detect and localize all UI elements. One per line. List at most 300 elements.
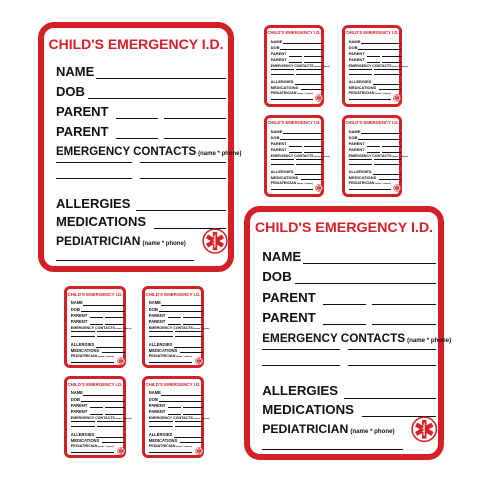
allergies-label — [71, 432, 95, 437]
card-small-2 — [342, 25, 408, 107]
pediatrician-line — [271, 99, 313, 100]
parent-label-2 — [71, 319, 88, 324]
name-line — [83, 395, 124, 396]
dob-line — [295, 283, 436, 284]
name-label-text: NAME — [148, 300, 161, 306]
parent-line-1b — [183, 317, 203, 318]
emergency-line-1a — [71, 421, 95, 422]
star-of-life-icon — [393, 89, 401, 107]
parent-line-2b — [164, 138, 226, 139]
emergency-line-2b — [97, 426, 124, 427]
emergency-line-2a — [71, 426, 95, 427]
emergency-note: (name * phone) — [314, 156, 330, 159]
parent-label-2 — [271, 147, 287, 152]
emergency-line-1b — [97, 421, 124, 422]
pediatrician-label — [349, 91, 391, 95]
parent-line-1a — [289, 56, 302, 57]
emergency-line-2a — [149, 426, 173, 427]
pediatrician-note: (name * phone) — [142, 241, 186, 247]
parent-line-1b — [164, 118, 226, 119]
name-label — [71, 300, 83, 305]
parent-line-1b — [183, 407, 203, 408]
parent-label-1-text: PARENT — [70, 403, 88, 409]
pediatrician-label-text: PEDIATRICIAN — [348, 181, 375, 186]
allergies-line — [373, 84, 401, 85]
parent-line-2a — [323, 324, 366, 325]
card-large-top-left — [38, 22, 242, 272]
emergency-line-2b — [97, 336, 124, 337]
emergency-label-text: EMERGENCY CONTACTS — [270, 64, 314, 69]
parent-line-1a — [168, 407, 181, 408]
parent-label-1-text: PARENT — [148, 313, 166, 319]
pediatrician-note: (name * phone) — [98, 356, 114, 359]
card-title: CHILD'S EMERGENCY I.D. — [345, 30, 399, 36]
parent-line-1b — [304, 56, 323, 57]
parent-line-1b — [304, 146, 323, 147]
parent-line-2b — [183, 324, 203, 325]
card-small-4 — [342, 115, 408, 197]
medications-label — [271, 85, 299, 90]
name-line — [83, 305, 124, 306]
emergency-line-1a — [71, 331, 95, 332]
card-small-5 — [64, 286, 132, 368]
parent-label-1-text: PARENT — [270, 141, 287, 147]
name-label — [349, 129, 361, 134]
pediatrician-label — [271, 91, 313, 95]
name-label — [149, 300, 161, 305]
emergency-label-text: EMERGENCY CONTACTS — [70, 326, 115, 331]
dob-line — [159, 401, 203, 402]
emergency-label — [271, 64, 330, 68]
parent-line-2a — [289, 62, 302, 63]
pediatrician-label-text: PEDIATRICIAN — [262, 422, 349, 437]
emergency-line-1b — [97, 331, 124, 332]
medications-label — [262, 402, 354, 417]
medications-label-text: MEDICATIONS — [262, 401, 355, 417]
allergies-label — [149, 342, 173, 347]
medications-label-text: MEDICATIONS — [348, 84, 377, 90]
name-label — [262, 249, 301, 264]
parent-label-1 — [71, 403, 88, 408]
star-of-life-icon — [195, 352, 203, 370]
parent-label-2 — [349, 147, 365, 152]
name-label — [271, 129, 283, 134]
pediatrician-label — [262, 422, 394, 436]
emergency-line-2b — [175, 336, 202, 337]
medications-label-text: MEDICATIONS — [270, 84, 299, 90]
parent-label-2-text: PARENT — [70, 409, 88, 415]
medications-label — [149, 438, 177, 443]
parent-line-2a — [116, 138, 158, 139]
emergency-line-1b — [140, 162, 226, 163]
allergies-line — [174, 347, 202, 348]
emergency-label — [71, 416, 132, 420]
parent-label-2 — [262, 310, 316, 325]
emergency-line-2a — [71, 336, 95, 337]
emergency-line-2b — [374, 164, 400, 165]
star-of-life-icon — [117, 352, 125, 370]
medications-label-text: MEDICATIONS — [56, 214, 147, 229]
parent-label-1 — [262, 290, 316, 305]
parent-line-1b — [382, 56, 401, 57]
emergency-line-2a — [271, 164, 294, 165]
parent-label-2 — [71, 409, 88, 414]
dob-label — [71, 307, 80, 312]
parent-label-2-text: PARENT — [270, 57, 287, 63]
name-line — [361, 43, 401, 44]
parent-label-1-text: PARENT — [70, 313, 88, 319]
emergency-line-1b — [374, 69, 400, 70]
emergency-line-1a — [149, 331, 173, 332]
name-label-text: NAME — [270, 39, 283, 45]
medications-label — [271, 175, 299, 180]
card-title: CHILD'S EMERGENCY I.D. — [67, 381, 123, 387]
dob-label — [71, 397, 80, 402]
pediatrician-line — [149, 452, 193, 453]
parent-label-2 — [349, 57, 365, 62]
emergency-label — [262, 332, 451, 345]
emergency-line-1b — [296, 159, 322, 160]
allergies-label-text: ALLERGIES — [348, 169, 372, 175]
pediatrician-line — [349, 189, 391, 190]
parent-label-1-text: PARENT — [348, 141, 365, 147]
dob-label — [349, 45, 358, 50]
card-title: CHILD'S EMERGENCY I.D. — [267, 120, 321, 126]
pediatrician-label-text: PEDIATRICIAN — [148, 444, 176, 449]
emergency-line-2b — [175, 426, 202, 427]
card-title: CHILD'S EMERGENCY I.D. — [345, 120, 399, 126]
dob-label-text: DOB — [262, 269, 292, 285]
parent-label-1 — [271, 141, 287, 146]
emergency-line-2a — [271, 74, 294, 75]
emergency-note: (name * phone) — [392, 66, 408, 69]
card-small-1 — [264, 25, 330, 107]
emergency-line-2b — [348, 365, 436, 366]
emergency-line-2b — [296, 74, 322, 75]
pediatrician-label-text: PEDIATRICIAN — [270, 181, 297, 186]
pediatrician-label — [271, 181, 313, 185]
dob-label-text: DOB — [348, 45, 358, 51]
emergency-label — [149, 416, 210, 420]
emergency-note: (name * phone) — [115, 328, 132, 331]
medications-label — [56, 214, 146, 229]
emergency-label-text: EMERGENCY CONTACTS — [56, 146, 197, 158]
name-line — [303, 263, 436, 264]
emergency-line-2b — [296, 164, 322, 165]
pediatrician-line — [271, 189, 313, 190]
pediatrician-label — [149, 444, 192, 448]
dob-label-text: DOB — [270, 45, 280, 51]
star-of-life-icon — [315, 89, 323, 107]
emergency-label-text: EMERGENCY CONTACTS — [148, 326, 193, 331]
pediatrician-note: (name * phone) — [375, 183, 391, 186]
name-line — [361, 133, 401, 134]
allergies-line — [136, 210, 226, 211]
parent-label-1-text: PARENT — [348, 51, 365, 57]
dob-line — [81, 311, 125, 312]
dob-label-text: DOB — [148, 306, 158, 312]
emergency-line-2a — [262, 365, 340, 366]
parent-line-2a — [168, 324, 181, 325]
card-title: CHILD'S EMERGENCY I.D. — [254, 220, 434, 237]
parent-label-2 — [149, 319, 166, 324]
allergies-line — [96, 437, 124, 438]
emergency-label-text: EMERGENCY CONTACTS — [148, 416, 193, 421]
allergies-line — [96, 347, 124, 348]
parent-line-2a — [367, 62, 380, 63]
emergency-note: (name * phone) — [198, 151, 242, 157]
parent-line-1b — [105, 317, 125, 318]
emergency-line-1b — [374, 159, 400, 160]
medications-label-text: MEDICATIONS — [148, 437, 178, 443]
medications-label — [349, 175, 377, 180]
dob-label-text: DOB — [348, 135, 358, 141]
parent-line-2a — [90, 324, 103, 325]
parent-label-2-text: PARENT — [148, 319, 166, 325]
star-of-life-icon — [393, 179, 401, 197]
dob-label — [271, 135, 280, 140]
dob-line — [159, 311, 203, 312]
parent-label-2-text: PARENT — [348, 57, 365, 63]
name-label-text: NAME — [70, 300, 83, 306]
pediatrician-line — [71, 452, 115, 453]
allergies-label-text: ALLERGIES — [270, 169, 294, 175]
emergency-note: (name * phone) — [115, 418, 132, 421]
parent-label-1 — [349, 51, 365, 56]
name-line — [283, 43, 323, 44]
parent-label-1-text: PARENT — [148, 403, 166, 409]
pediatrician-label — [71, 354, 114, 358]
parent-line-1a — [168, 317, 181, 318]
dob-label-text: DOB — [70, 396, 80, 402]
name-label-text: NAME — [270, 129, 283, 135]
allergies-label-text: ALLERGIES — [270, 79, 294, 85]
pediatrician-label-text: PEDIATRICIAN — [270, 91, 297, 96]
pediatrician-note: (name * phone) — [350, 428, 395, 436]
star-of-life-icon — [117, 442, 125, 460]
allergies-label — [349, 79, 372, 84]
name-label-text: NAME — [56, 64, 95, 79]
name-label-text: NAME — [70, 390, 83, 396]
parent-line-2b — [105, 324, 125, 325]
dob-line — [88, 98, 226, 99]
emergency-line-1a — [56, 162, 132, 163]
name-label-text: NAME — [148, 390, 161, 396]
name-label — [349, 39, 361, 44]
allergies-line — [295, 84, 323, 85]
parent-line-2b — [304, 152, 323, 153]
dob-label — [149, 397, 158, 402]
emergency-label-text: EMERGENCY CONTACTS — [270, 154, 314, 159]
allergies-label — [271, 79, 294, 84]
parent-line-2b — [183, 414, 203, 415]
medications-label-text: MEDICATIONS — [70, 437, 100, 443]
emergency-label-text: EMERGENCY CONTACTS — [348, 64, 392, 69]
emergency-line-1a — [271, 159, 294, 160]
name-line — [96, 78, 226, 79]
parent-label-1-text: PARENT — [270, 51, 287, 57]
card-small-8 — [142, 376, 210, 458]
pediatrician-note: (name * phone) — [98, 446, 114, 449]
emergency-label-text: EMERGENCY CONTACTS — [262, 332, 406, 346]
parent-label-2-text: PARENT — [70, 319, 88, 325]
allergies-label-text: ALLERGIES — [348, 79, 372, 85]
parent-line-1b — [105, 407, 125, 408]
card-small-3 — [264, 115, 330, 197]
star-of-life-icon — [315, 179, 323, 197]
emergency-line-1a — [149, 421, 173, 422]
allergies-label — [271, 169, 294, 174]
parent-label-2 — [271, 57, 287, 62]
pediatrician-label — [56, 234, 186, 248]
parent-line-2b — [382, 152, 401, 153]
emergency-label-text: EMERGENCY CONTACTS — [348, 154, 392, 159]
card-title: CHILD'S EMERGENCY I.D. — [267, 30, 321, 36]
card-title: CHILD'S EMERGENCY I.D. — [145, 381, 201, 387]
dob-label — [262, 269, 291, 284]
parent-line-1a — [116, 118, 158, 119]
card-small-6 — [142, 286, 210, 368]
emergency-line-2a — [149, 336, 173, 337]
parent-label-2-text: PARENT — [56, 124, 109, 139]
pediatrician-label — [71, 444, 114, 448]
parent-line-1a — [367, 56, 380, 57]
emergency-line-2a — [56, 178, 132, 179]
emergency-label — [71, 326, 132, 330]
name-line — [283, 133, 323, 134]
emergency-label — [271, 154, 330, 158]
parent-label-2-text: PARENT — [262, 309, 316, 325]
card-title: CHILD'S EMERGENCY I.D. — [48, 36, 224, 52]
pediatrician-note: (name * phone) — [297, 93, 313, 96]
emergency-note: (name * phone) — [314, 66, 330, 69]
emergency-line-1b — [175, 421, 202, 422]
pediatrician-label — [349, 181, 391, 185]
medications-label-text: MEDICATIONS — [70, 347, 100, 353]
medications-label — [149, 348, 177, 353]
emergency-label-text: EMERGENCY CONTACTS — [70, 416, 115, 421]
parent-line-2a — [289, 152, 302, 153]
emergency-note: (name * phone) — [193, 418, 210, 421]
parent-line-1b — [372, 304, 435, 305]
allergies-label-text: ALLERGIES — [148, 432, 173, 438]
parent-line-1a — [323, 304, 366, 305]
dob-label — [56, 84, 85, 99]
pediatrician-line — [56, 260, 194, 261]
emergency-line-1a — [349, 159, 372, 160]
emergency-note: (name * phone) — [407, 337, 452, 345]
dob-label-text: DOB — [70, 306, 80, 312]
allergies-label — [56, 196, 130, 211]
allergies-line — [344, 398, 436, 399]
name-label — [71, 390, 83, 395]
allergies-label-text: ALLERGIES — [262, 383, 339, 399]
pediatrician-label-text: PEDIATRICIAN — [70, 354, 98, 359]
emergency-label — [349, 64, 408, 68]
pediatrician-note: (name * phone) — [375, 93, 391, 96]
pediatrician-note: (name * phone) — [176, 446, 192, 449]
pediatrician-label-text: PEDIATRICIAN — [70, 444, 98, 449]
medications-label — [71, 348, 99, 353]
parent-line-2b — [382, 62, 401, 63]
medications-label-text: MEDICATIONS — [348, 174, 377, 180]
pediatrician-line — [262, 449, 403, 450]
parent-line-2b — [304, 62, 323, 63]
pediatrician-label-text: PEDIATRICIAN — [348, 91, 375, 96]
parent-label-2-text: PARENT — [270, 147, 287, 153]
medications-label-text: MEDICATIONS — [270, 174, 299, 180]
parent-line-2a — [168, 414, 181, 415]
allergies-label — [71, 342, 95, 347]
dob-line — [81, 401, 125, 402]
medications-label — [349, 85, 377, 90]
parent-line-1a — [90, 317, 103, 318]
emergency-note: (name * phone) — [193, 328, 210, 331]
emergency-line-2b — [140, 178, 226, 179]
parent-label-2-text: PARENT — [148, 409, 166, 415]
pediatrician-note: (name * phone) — [176, 356, 192, 359]
emergency-line-2a — [349, 164, 372, 165]
dob-label — [271, 45, 280, 50]
allergies-label-text: ALLERGIES — [70, 432, 95, 438]
dob-label-text: DOB — [270, 135, 280, 141]
emergency-note: (name * phone) — [392, 156, 408, 159]
parent-label-1 — [149, 313, 166, 318]
parent-label-1 — [71, 313, 88, 318]
allergies-label-text: ALLERGIES — [148, 342, 173, 348]
allergies-label — [262, 383, 338, 398]
parent-label-2 — [149, 409, 166, 414]
card-small-7 — [64, 376, 132, 458]
star-of-life-icon — [195, 442, 203, 460]
name-label — [149, 390, 161, 395]
parent-label-2 — [56, 124, 108, 139]
emergency-line-1a — [349, 69, 372, 70]
dob-label — [349, 135, 358, 140]
dob-label — [149, 307, 158, 312]
emergency-line-2a — [349, 74, 372, 75]
pediatrician-line — [349, 99, 391, 100]
parent-label-1 — [271, 51, 287, 56]
card-title: CHILD'S EMERGENCY I.D. — [145, 291, 201, 297]
allergies-label — [149, 432, 173, 437]
pediatrician-label — [149, 354, 192, 358]
parent-label-1 — [149, 403, 166, 408]
dob-label-text: DOB — [148, 396, 158, 402]
name-line — [161, 395, 202, 396]
card-large-bottom-right — [244, 206, 452, 460]
pediatrician-line — [149, 362, 193, 363]
allergies-label-text: ALLERGIES — [70, 342, 95, 348]
pediatrician-label-text: PEDIATRICIAN — [56, 234, 141, 248]
parent-label-1 — [349, 141, 365, 146]
medications-label-text: MEDICATIONS — [148, 347, 178, 353]
allergies-label-text: ALLERGIES — [56, 196, 131, 211]
allergies-line — [295, 174, 323, 175]
emergency-label — [56, 146, 241, 158]
parent-line-2b — [372, 324, 435, 325]
parent-label-1-text: PARENT — [262, 289, 316, 305]
card-title: CHILD'S EMERGENCY I.D. — [67, 291, 123, 297]
name-label — [56, 64, 94, 79]
pediatrician-label-text: PEDIATRICIAN — [148, 354, 176, 359]
parent-label-2-text: PARENT — [348, 147, 365, 153]
emergency-line-2b — [374, 74, 400, 75]
allergies-label — [349, 169, 372, 174]
emergency-line-1a — [262, 349, 340, 350]
emergency-line-1b — [348, 349, 436, 350]
pediatrician-line — [71, 362, 115, 363]
